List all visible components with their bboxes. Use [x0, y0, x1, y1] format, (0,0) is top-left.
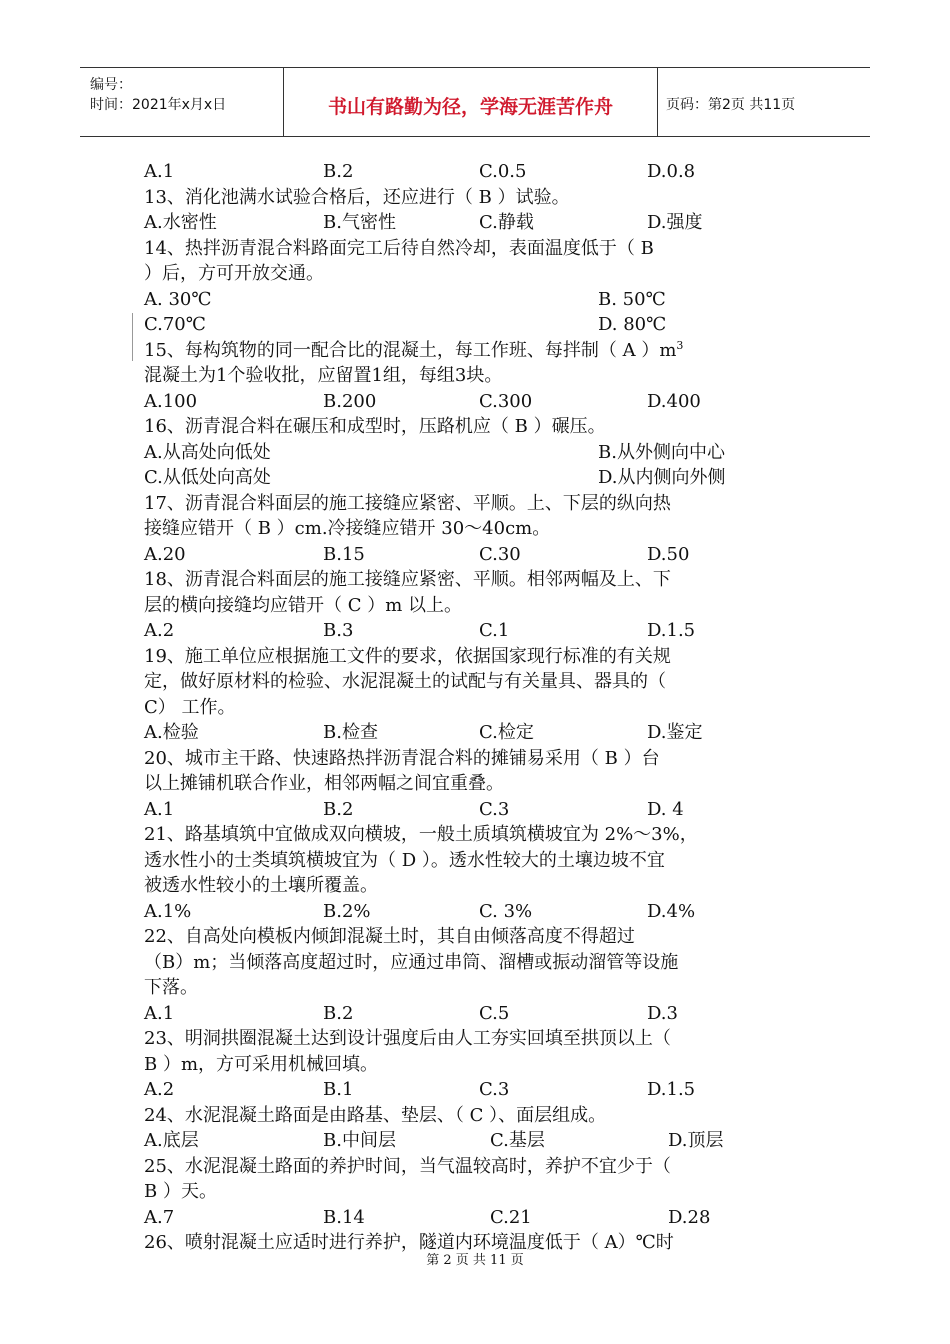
- answer-option: C.检定: [479, 722, 534, 743]
- answer-option: B.14: [323, 1206, 365, 1228]
- answer-option: D.1.5: [647, 1079, 696, 1100]
- question-text-line: 定，做好原材料的检验、水泥混凝土的试配与有关量具、器具的（: [144, 671, 666, 692]
- answer-option: D.4%: [647, 900, 696, 922]
- answer-option: D.3: [647, 1002, 678, 1024]
- answer-option: A.1%: [144, 900, 192, 922]
- answer-option: D. 4: [647, 798, 684, 820]
- answer-option: D.强度: [647, 212, 703, 233]
- answer-option: B.气密性: [323, 212, 396, 233]
- answer-option: C.5: [479, 1002, 510, 1024]
- answer-option: B.中间层: [323, 1130, 396, 1151]
- answer-option: A.2: [144, 620, 175, 641]
- answer-option: A.底层: [144, 1130, 199, 1151]
- answer-option: B.2%: [323, 900, 371, 922]
- question-text-line: 混凝土为1个验收批，应留置1组，每组3块。: [144, 365, 503, 386]
- answer-option: C.30: [479, 543, 521, 565]
- header-right-cell: [658, 68, 870, 136]
- answer-option: C.0.5: [479, 161, 527, 182]
- answer-option: D.28: [668, 1206, 711, 1228]
- question-text-line: 25、水泥混凝土路面的养护时间，当气温较高时，养护不宜少于（: [144, 1155, 671, 1177]
- question-text-line: 16、沥青混合料在碾压和成型时，压路机应（ B ）碾压。: [144, 416, 606, 437]
- answer-option: B. 50℃: [598, 288, 666, 310]
- question-text-line: 15、每构筑物的同一配合比的混凝土，每工作班、每拌制（ A ）$m^3$: [144, 338, 684, 361]
- question-text-line: （B）m；当倾落高度超过时，应通过串筒、溜槽或振动溜管等设施: [144, 951, 679, 973]
- header-middle-cell: [284, 68, 658, 136]
- answer-option: B.200: [323, 390, 377, 412]
- answer-option: A.1: [144, 1002, 175, 1024]
- superscript: 3: [676, 338, 684, 352]
- question-text-line: 23、明洞拱圈混凝土达到设计强度后由人工夯实回填至拱顶以上（: [144, 1028, 671, 1049]
- question-text-line: 接缝应错开（ B ）cm.冷接缝应错开 30～40cm。: [144, 518, 551, 539]
- answer-option: B.15: [323, 543, 365, 565]
- question-text-line: 19、施工单位应根据施工文件的要求，依据国家现行标准的有关规: [144, 645, 671, 667]
- question-text-line: ）后，方可开放交通。: [144, 263, 324, 284]
- question-text-line: 20、城市主干路、快速路热拌沥青混合料的摊铺易采用（ B ）台: [144, 747, 660, 769]
- question-text-line: C） 工作。: [144, 696, 236, 718]
- answer-option: D.顶层: [668, 1130, 724, 1151]
- answer-option: A.20: [144, 543, 186, 565]
- answer-option: B.2: [323, 798, 354, 820]
- answer-option: C.300: [479, 390, 533, 412]
- question-text-line: 24、水泥混凝土路面是由路基、垫层、（ C ）、面层组成。: [144, 1104, 607, 1126]
- question-text-line: B ）m，方可采用机械回填。: [144, 1053, 379, 1075]
- header-page-number: 页码：第2页 共11页: [666, 97, 796, 113]
- header-motto: 书山有路勤为径，学海无涯苦作舟: [327, 96, 613, 118]
- answer-option: B.从外侧向中心: [598, 441, 725, 463]
- question-text-line: B ）天。: [144, 1181, 217, 1202]
- question-text-line: 18、沥青混合料面层的施工接缝应紧密、平顺。相邻两幅及上、下: [144, 569, 671, 590]
- answer-option: D.1.5: [647, 620, 696, 641]
- page-header: [80, 67, 870, 137]
- question-text-line: 以上摊铺机联合作业，相邻两幅之间宜重叠。: [144, 773, 504, 794]
- answer-option: A. 30℃: [144, 288, 212, 310]
- answer-option: B.3: [323, 620, 354, 641]
- answer-option: D.0.8: [647, 161, 696, 182]
- header-left-cell: [80, 68, 284, 136]
- question-text-line: 22、自高处向模板内倾卸混凝土时，其自由倾落高度不得超过: [144, 926, 635, 947]
- answer-option: B.2: [323, 161, 354, 182]
- answer-option: A.2: [144, 1079, 175, 1100]
- answer-option: A.1: [144, 161, 175, 182]
- answer-option: C.3: [479, 1079, 510, 1100]
- answer-option: C.从低处向高处: [144, 467, 271, 488]
- question-text-line: 26、喷射混凝土应适时进行养护，隧道内环境温度低于（ A）℃时: [144, 1232, 674, 1253]
- page-footer: 第 2 页 共 11 页: [426, 1253, 524, 1268]
- answer-option: C.21: [490, 1206, 532, 1228]
- question-text-line: 13、消化池满水试验合格后，还应进行（ B ）试验。: [144, 186, 570, 208]
- answer-option: A.检验: [144, 722, 199, 743]
- answer-option: C.3: [479, 798, 510, 820]
- answer-option: A.水密性: [144, 212, 217, 233]
- answer-option: A.从高处向低处: [144, 441, 271, 463]
- answer-option: B.1: [323, 1079, 354, 1100]
- question-text-line: 17、沥青混合料面层的施工接缝应紧密、平顺。上、下层的纵向热: [144, 492, 671, 514]
- answer-option: D. 80℃: [598, 314, 667, 335]
- answer-option: B.检查: [323, 722, 378, 743]
- question-text-line: 14、热拌沥青混合料路面完工后待自然冷却，表面温度低于（ B: [144, 237, 654, 259]
- question-text-line: 下落。: [144, 977, 198, 998]
- doc-time: 时间：2021年x月x日: [90, 97, 227, 113]
- answer-option: C. 3%: [479, 900, 533, 922]
- question-text-line: 21、路基填筑中宜做成双向横坡，一般土质填筑横坡宜为 2%～3%，: [144, 824, 698, 845]
- question-text-line: 被透水性较小的土壤所覆盖。: [144, 875, 378, 896]
- answer-option: A.1: [144, 798, 175, 820]
- answer-option: D.鉴定: [647, 722, 703, 743]
- answer-option: A.100: [144, 390, 198, 412]
- question-text-line: 透水性小的士类填筑横坡宜为（ D ）。透水性较大的土壤边坡不宜: [144, 849, 665, 871]
- answer-option: D.50: [647, 543, 690, 565]
- answer-option: B.2: [323, 1002, 354, 1024]
- question-text-line: 层的横向接缝均应错开（ C ）m 以上。: [144, 594, 463, 616]
- answer-option: C.1: [479, 620, 510, 641]
- answer-option: D.400: [647, 390, 701, 412]
- answer-option: C.基层: [490, 1130, 545, 1151]
- answer-option: C.静载: [479, 212, 534, 233]
- answer-option: D.从内侧向外侧: [598, 467, 726, 488]
- revision-bar: [132, 313, 133, 361]
- answer-option: C.70℃: [144, 314, 206, 335]
- answer-option: A.7: [144, 1206, 175, 1228]
- doc-number: 编号：: [90, 77, 132, 93]
